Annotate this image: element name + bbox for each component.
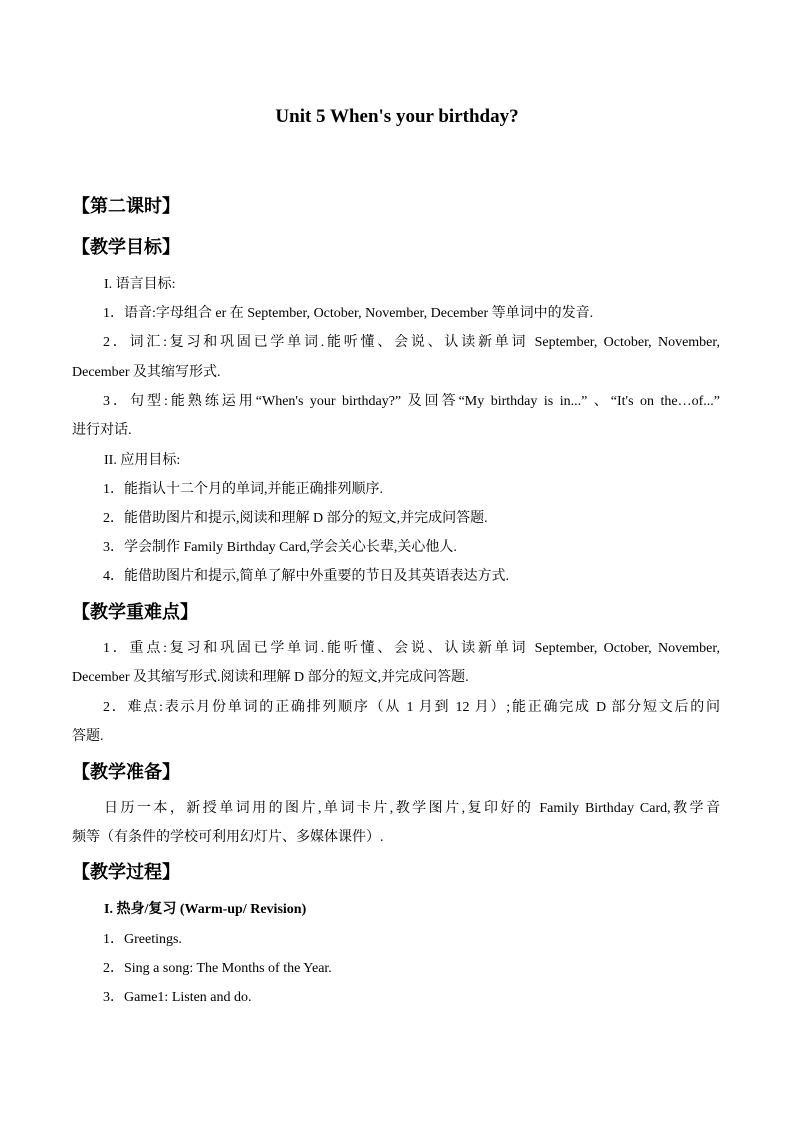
process-item: 3．Game1: Listen and do. <box>103 990 252 1005</box>
objective-item: 3．句型:能熟练运用“When's your birthday?” 及回答“My birthday is in...” 、“It's on the…of...” <box>103 394 720 409</box>
key-point-item: 2．难点:表示月份单词的正确排列顺序（从 1 月到 12 月）;能正确完成 D 部分短文后的问 <box>103 700 720 715</box>
application-objectives-title: II. 应用目标: <box>104 453 181 468</box>
key-point-item-continued: December 及其缩写形式.阅读和理解 D 部分的短文,并完成问答题. <box>72 670 469 685</box>
application-item: 3．学会制作 Family Birthday Card,学会关心长辈,关心他人. <box>103 540 457 555</box>
objectives-heading: 【教学目标】 <box>72 237 180 257</box>
application-item: 4．能借助图片和提示,简单了解中外重要的节日及其英语表达方式. <box>103 569 509 584</box>
key-points-heading: 【教学重难点】 <box>72 602 198 622</box>
preparation-heading: 【教学准备】 <box>72 762 180 782</box>
application-item: 1．能指认十二个月的单词,并能正确排列顺序. <box>103 482 383 497</box>
process-step-title: I. 热身/复习 (Warm-up/ Revision) <box>104 902 307 917</box>
objective-item: 2．词汇:复习和巩固已学单词.能听懂、会说、认读新单词 September, October, November, <box>103 335 720 350</box>
process-heading: 【教学过程】 <box>72 862 180 882</box>
page-title: Unit 5 When's your birthday? <box>275 106 519 127</box>
preparation-text: 日历一本，新授单词用的图片,单词卡片,教学图片,复印好的 Family Birthday Card,教学音 <box>104 801 720 816</box>
objective-item: 1．语音:字母组合 er 在 September, October, November, December 等单词中的发音. <box>103 306 594 321</box>
lesson-heading: 【第二课时】 <box>72 196 180 216</box>
preparation-text-continued: 频等（有条件的学校可利用幻灯片、多媒体课件）. <box>72 830 384 845</box>
key-point-item: 1．重点:复习和巩固已学单词.能听懂、会说、认读新单词 September, October, November, <box>103 641 720 656</box>
objective-item-continued: December 及其缩写形式. <box>72 365 221 380</box>
language-objectives-title: I. 语言目标: <box>104 277 176 292</box>
objective-item-continued: 进行对话. <box>72 423 132 438</box>
process-item: 1．Greetings. <box>103 932 182 947</box>
key-point-item-continued: 答题. <box>72 729 104 744</box>
application-item: 2．能借助图片和提示,阅读和理解 D 部分的短文,并完成问答题. <box>103 511 488 526</box>
process-item: 2．Sing a song: The Months of the Year. <box>103 961 332 976</box>
